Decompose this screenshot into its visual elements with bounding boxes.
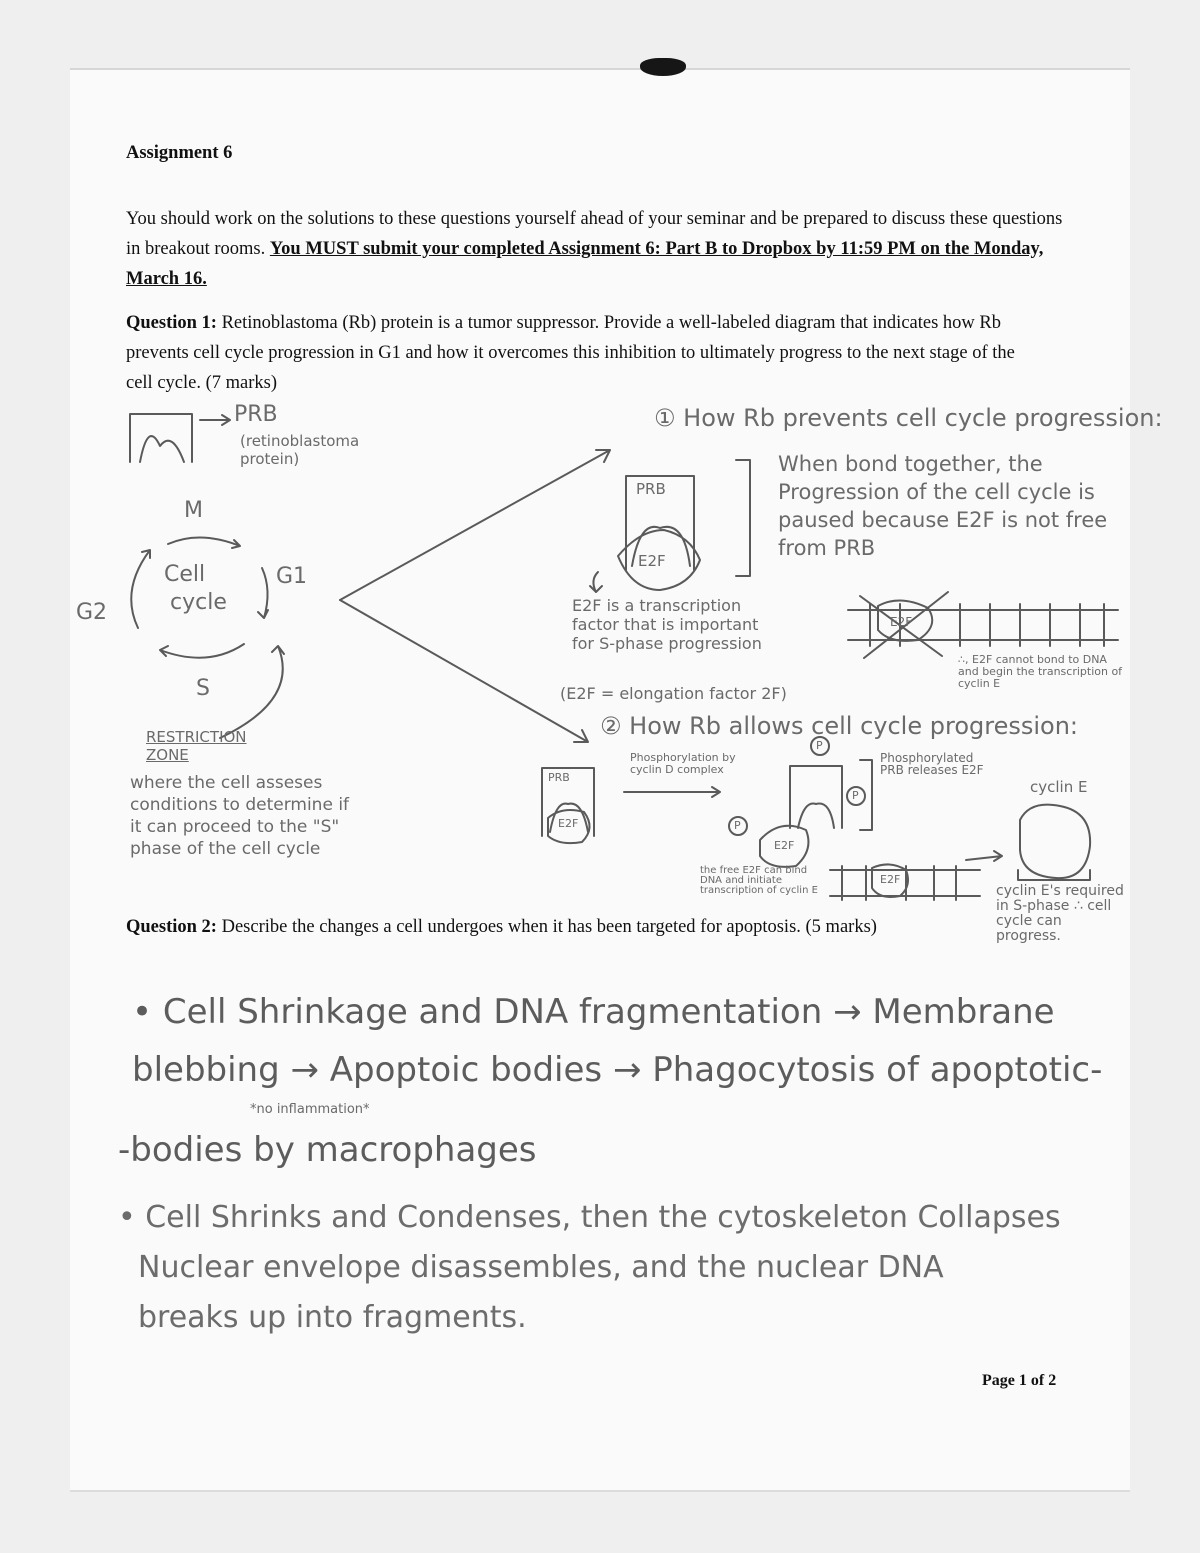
step1-heading: ① How Rb prevents cell cycle progression:	[654, 404, 1163, 432]
branch-arrow-up	[340, 450, 610, 600]
restriction-arrow	[220, 646, 284, 738]
dna-strand	[830, 866, 980, 900]
e2f-definition: (E2F = elongation factor 2F)	[560, 684, 787, 703]
cyclin-e-note: cyclin E's required in S-phase ∴ cell cycle can progress.	[996, 883, 1124, 944]
step2-bracket	[860, 760, 872, 830]
cycle-label-m: M	[184, 498, 203, 523]
step1-bracket	[736, 460, 750, 576]
cycle-label-s: S	[196, 676, 210, 701]
dna-e2f-label: E2F	[880, 873, 901, 886]
step1-note: When bond together, the Progression of the cell cycle is paused because E2F is not free from PRB	[778, 452, 1108, 560]
question-1-label: Question 1:	[126, 313, 217, 333]
blocked-dna-e2f-label: E2F	[890, 615, 913, 629]
phosphate-mark-1: P	[816, 739, 823, 752]
answer-line-2: blebbing → Apoptoic bodies → Phagocytosis of apoptotic-	[132, 1050, 1103, 1090]
answer-line-6: breaks up into fragments.	[138, 1300, 527, 1335]
phospho-arrow	[624, 787, 720, 797]
cyclin-e-blob	[1020, 805, 1090, 878]
intro-text: You should work on the solutions to these questions yourself ahead of your seminar and be prepared to discuss these questions in breakout rooms.	[126, 209, 1063, 259]
cycle-arc-left	[131, 550, 150, 628]
step2-heading: ② How Rb allows cell cycle progression:	[600, 712, 1078, 740]
intro-deadline: You MUST submit your completed Assignment 6: Part B to Dropbox by 11:59 PM on the Monday, March 16.	[126, 239, 1044, 289]
legend-prb-label: PRB	[234, 402, 278, 427]
answer-note: *no inflammation*	[250, 1102, 370, 1117]
cyclin-arrow	[966, 851, 1002, 861]
phosphate-mark-3: P	[734, 819, 741, 832]
cycle-arc-bottom	[160, 644, 244, 658]
answer-line-3: -bodies by macrophages	[118, 1130, 537, 1170]
answer-line-5: Nuclear envelope disassembles, and the nuclear DNA	[138, 1250, 944, 1285]
restriction-note: where the cell asseses conditions to determine if it can proceed to the "S" phase of the cell cycle	[130, 773, 350, 859]
legend-prb-shape	[130, 414, 192, 462]
cycle-arc-top	[168, 537, 240, 548]
cyclin-e-label: cyclin E	[1030, 778, 1088, 796]
cycle-center-2: cycle	[170, 590, 227, 615]
step1-down-arrow	[590, 572, 602, 592]
step2-prb-label: PRB	[548, 771, 570, 784]
question-1-text: Retinoblastoma (Rb) protein is a tumor suppressor. Provide a well-labeled diagram that indicates how Rb prevents cell cycle progression in G1 and how it overcomes this inhibition to ultimately progress to the next stage of the cell cycle. (7 marks)	[126, 313, 1015, 393]
restriction-title: RESTRICTION ZONE	[146, 728, 247, 764]
answer-line-1: • Cell Shrinkage and DNA fragmentation → Membrane	[132, 992, 1055, 1032]
cycle-label-g2: G2	[76, 600, 108, 625]
legend-prb-full: (retinoblastoma protein)	[240, 432, 360, 468]
page-footer: Page 1 of 2	[982, 1372, 1057, 1389]
phospho-prb-arch	[798, 804, 834, 829]
step2-e2f-label: E2F	[558, 817, 579, 830]
e2f-cannot-note: ∴, E2F cannot bond to DNA and begin the transcription of cyclin E	[958, 653, 1123, 690]
free-e2f-label: E2F	[774, 839, 795, 852]
legend-arrow	[200, 415, 230, 425]
phospho-prb-box	[790, 766, 842, 828]
branch-arrow-down	[340, 600, 588, 742]
free-e2f-note: the free E2F can bind DNA and initiate transcription of cyclin E	[700, 865, 818, 896]
phospho-prb-note: Phosphorylated PRB releases E2F	[880, 751, 984, 777]
assignment-title: Assignment 6	[126, 143, 233, 163]
question-2-label: Question 2:	[126, 917, 217, 937]
cycle-center-1: Cell	[164, 562, 206, 587]
cycle-label-g1: G1	[276, 564, 308, 589]
step1-box-prb: PRB	[636, 480, 666, 498]
step1-box-e2f: E2F	[638, 552, 666, 570]
phosphorylation-label: Phosphorylation by cyclin D complex	[630, 751, 736, 776]
phosphate-mark-2: P	[852, 789, 859, 802]
question-2-text: Describe the changes a cell undergoes when it has been targeted for apoptosis. (5 marks)	[221, 917, 877, 937]
cycle-arc-right	[258, 568, 268, 618]
answer-line-4: • Cell Shrinks and Condenses, then the cytoskeleton Collapses	[118, 1200, 1061, 1235]
e2f-note: E2F is a transcription factor that is important for S-phase progression	[572, 596, 762, 653]
